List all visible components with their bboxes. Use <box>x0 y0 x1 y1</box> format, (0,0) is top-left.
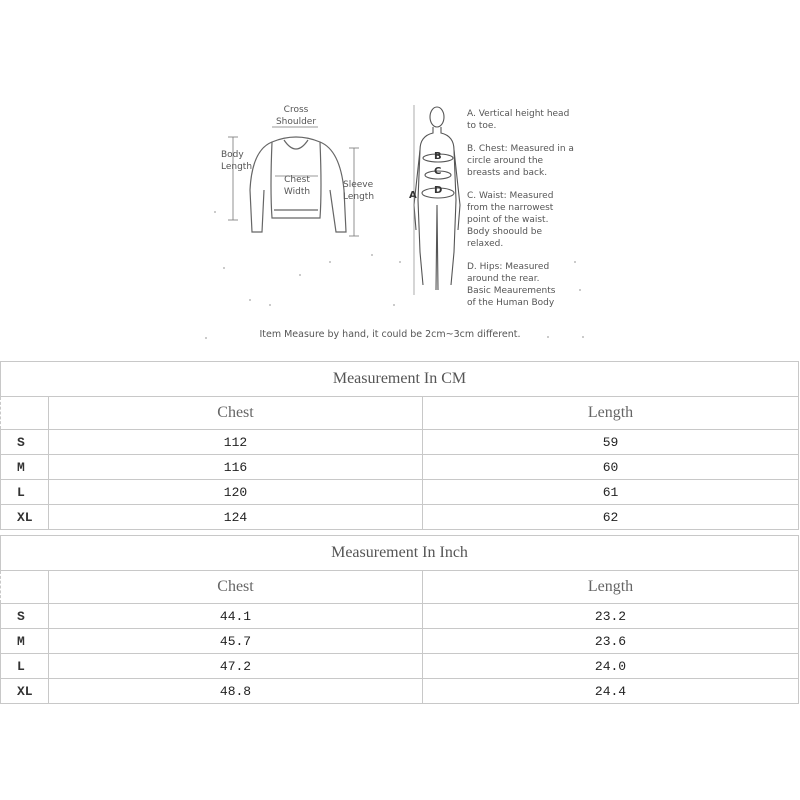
table-row <box>1 480 799 505</box>
inch-table-title: Measurement In Inch <box>1 536 799 571</box>
measure-disclaimer: Item Measure by hand, it could be 2cm~3cm different. <box>259 329 521 340</box>
chest-value: 44.1 <box>49 604 423 629</box>
table-row <box>1 455 799 480</box>
cm-header-chest: Chest <box>49 397 423 430</box>
cm-table-title: Measurement In CM <box>1 362 799 397</box>
chest-value: 120 <box>49 480 423 505</box>
body-letter-a: A <box>409 190 417 201</box>
body-letter-b: B <box>434 151 442 162</box>
measurement-guide <box>0 0 800 360</box>
table-row <box>1 629 799 654</box>
length-value: 61 <box>423 480 799 505</box>
inch-corner-cell <box>1 571 49 604</box>
label-cross-shoulder: Cross Shoulder <box>275 105 317 127</box>
length-value: 59 <box>423 430 799 455</box>
chest-value: 48.8 <box>49 679 423 704</box>
cm-size-table <box>0 361 799 530</box>
note-c: C. Waist: Measured from the narrowest point of the waist. Body shoould be relaxed. <box>467 191 554 249</box>
chest-value: 45.7 <box>49 629 423 654</box>
body-silhouette <box>414 105 460 295</box>
note-d: D. Hips: Measured around the rear. Basic Meaurements of the Human Body <box>467 262 556 308</box>
body-letter-d: D <box>434 185 443 196</box>
chest-value: 124 <box>49 505 423 530</box>
table-row <box>1 505 799 530</box>
table-row <box>1 430 799 455</box>
size-label: L <box>1 480 49 505</box>
inch-header-chest: Chest <box>49 571 423 604</box>
label-chest-width: Chest Width <box>283 175 311 197</box>
length-value: 62 <box>423 505 799 530</box>
cm-corner-cell <box>1 397 49 430</box>
guide-illustration <box>0 0 800 360</box>
label-body-length: Body Length <box>221 150 253 172</box>
length-value: 23.2 <box>423 604 799 629</box>
size-label: M <box>1 455 49 480</box>
size-label: XL <box>1 505 49 530</box>
note-a: A. Vertical height head to toe. <box>467 109 570 131</box>
size-label: S <box>1 604 49 629</box>
inch-header-length: Length <box>423 571 799 604</box>
size-label: L <box>1 654 49 679</box>
note-b: B. Chest: Measured in a circle around the breasts and back. <box>467 144 574 178</box>
size-label: S <box>1 430 49 455</box>
size-label: XL <box>1 679 49 704</box>
chest-value: 47.2 <box>49 654 423 679</box>
cm-header-length: Length <box>423 397 799 430</box>
label-sleeve-length: Sleeve Length <box>343 180 375 202</box>
size-label: M <box>1 629 49 654</box>
table-row <box>1 679 799 704</box>
body-letter-c: C <box>434 166 442 177</box>
length-value: 60 <box>423 455 799 480</box>
length-value: 23.6 <box>423 629 799 654</box>
length-value: 24.0 <box>423 654 799 679</box>
length-value: 24.4 <box>423 679 799 704</box>
inch-size-table <box>0 535 799 704</box>
table-row <box>1 604 799 629</box>
chest-value: 112 <box>49 430 423 455</box>
table-row <box>1 654 799 679</box>
chest-value: 116 <box>49 455 423 480</box>
